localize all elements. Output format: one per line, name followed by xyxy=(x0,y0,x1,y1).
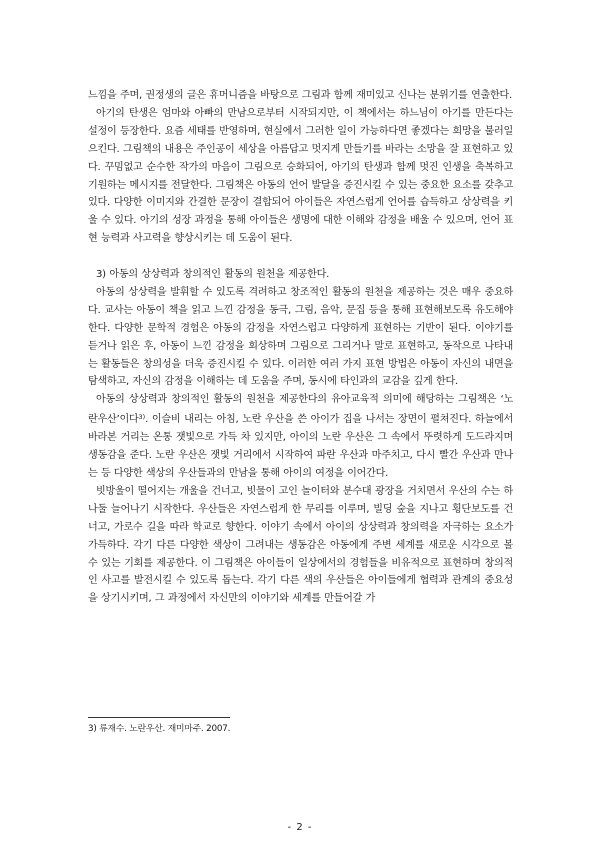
section-heading: 3) 아동의 상상력과 창의적인 활동의 원천을 제공한다. xyxy=(96,269,330,281)
footnote: 3) 류재수. 노란우산. 재미마주. 2007. xyxy=(88,724,231,734)
paragraph: 아기의 탄생은 엄마와 아빠의 만남으로부터 시작되지만, 이 책에서는 하느님이 아기를 만든다는 설정이 등장한다. 요즘 세태를 반영하며, 현실에서 그러한 일이 가능하다면 좋겠다는 희망을 불러일으킨다. 그림책의 내용은 주인공이 세상을 아름답고 멋지게 만들기를 바라는 소망을 잘 표현하고 있다. 꾸밈없고 순수한 작가의 마음이 그림으로 승화되어, 아기의 탄생과 함께 멋진 인생을 축복하고 기원하는 메시지를 전달한다. 그림책은 아동의 언어 발달을 증진시킬 수 있는 중요한 요소를 갖추고 있다. 다양한 이미지와 간결한 문장이 결합되어 아이들은 자연스럽게 언어를 습득하고 상상력을 키울 수 있다. 아기의 성장 과정을 통해 아이들은 생명에 대한 이해와 감정을 배울 수 있으며, 언어 표현 능력과 사고력을 향상시키는 데 도움이 된다. xyxy=(88,107,513,245)
footnote-divider xyxy=(88,717,230,718)
paragraph: 아동의 상상력을 발휘할 수 있도록 격려하고 창조적인 활동의 원천을 제공하는 것은 매우 중요하다. 교사는 아동이 책을 읽고 느낀 감정을 동극, 그림, 음악, 문집 등을 통해 표현해보도록 유도해야 한다. 다양한 문학적 경험은 아동의 감정을 자연스럽고 다양하게 표현하는 기반이 된다. 이야기를 듣거나 읽은 후, 아동이 느낀 감정을 회상하며 그림으로 그리거나 말로 표현하고, 동작으로 나타내는 활동들은 창의성을 더욱 증진시킬 수 있다. 이러한 여러 가지 표현 방법은 아동이 자신의 내면을 탐색하고, 자신의 감정을 이해하는 데 도움을 주며, 동시에 타인과의 교감을 깊게 한다. xyxy=(88,286,513,388)
paragraph-text: . 이슬비 내리는 아침, 노란 우산을 쓴 아이가 집을 나서는 장면이 펼쳐진다. 하늘에서 바라본 거리는 온통 잿빛으로 가득 차 있지만, 아이의 노란 우산은 그 속에서 뚜렷하게 도드라지며 생동감을 준다. 노란 우산은 잿빛 거리에서 시작하여 파란 우산과 마주치고, 다시 빨간 우산과 만나는 등 다양한 색상의 우산들과의 만남을 통해 아이의 여정을 이어간다. xyxy=(88,414,513,480)
footnote-reference[interactable]: 3) xyxy=(138,413,146,422)
body-text xyxy=(88,87,513,608)
paragraph-continued: 느낌을 주며, 권정생의 글은 휴머니즘을 바탕으로 그림과 함께 재미있고 신나는 분위기를 연출한다. xyxy=(88,90,512,101)
paragraph: 빗방울이 떨어지는 개울을 건너고, 빗물이 고인 놀이터와 분수대 광장을 거치면서 우산의 수는 하나둘 늘어나기 시작한다. 우산들은 자연스럽게 한 무리를 이루며, 빌딩 숲을 지나고 횡단보도를 건너고, 가로수 길을 따라 학교로 향한다. 이야기 속에서 아이의 상상력과 창의력을 자극하는 요소가 가득하다. 각기 다른 다양한 색상이 그려내는 생동감은 아동에게 주변 세계를 새로운 시각으로 볼 수 있는 기회를 제공한다. 이 그림책은 아이들이 일상에서의 경험들을 비유적으로 표현하며 창의적인 사고를 발전시킬 수 있도록 돕는다. 각기 다른 색의 우산들은 아이들에게 협력과 관계의 중요성을 상기시키며, 그 과정에서 자신만의 이야기와 세계를 만들어갈 가 xyxy=(88,485,513,605)
paragraph-text: 아동의 상상력과 창의적인 활동의 원천을 제공한다의 유아교육적 의미에 해당하는 그림책은 ‘노란우산’이다 xyxy=(88,394,513,426)
paragraph-with-footnote xyxy=(88,391,513,483)
page-number: - 2 - xyxy=(287,822,313,833)
